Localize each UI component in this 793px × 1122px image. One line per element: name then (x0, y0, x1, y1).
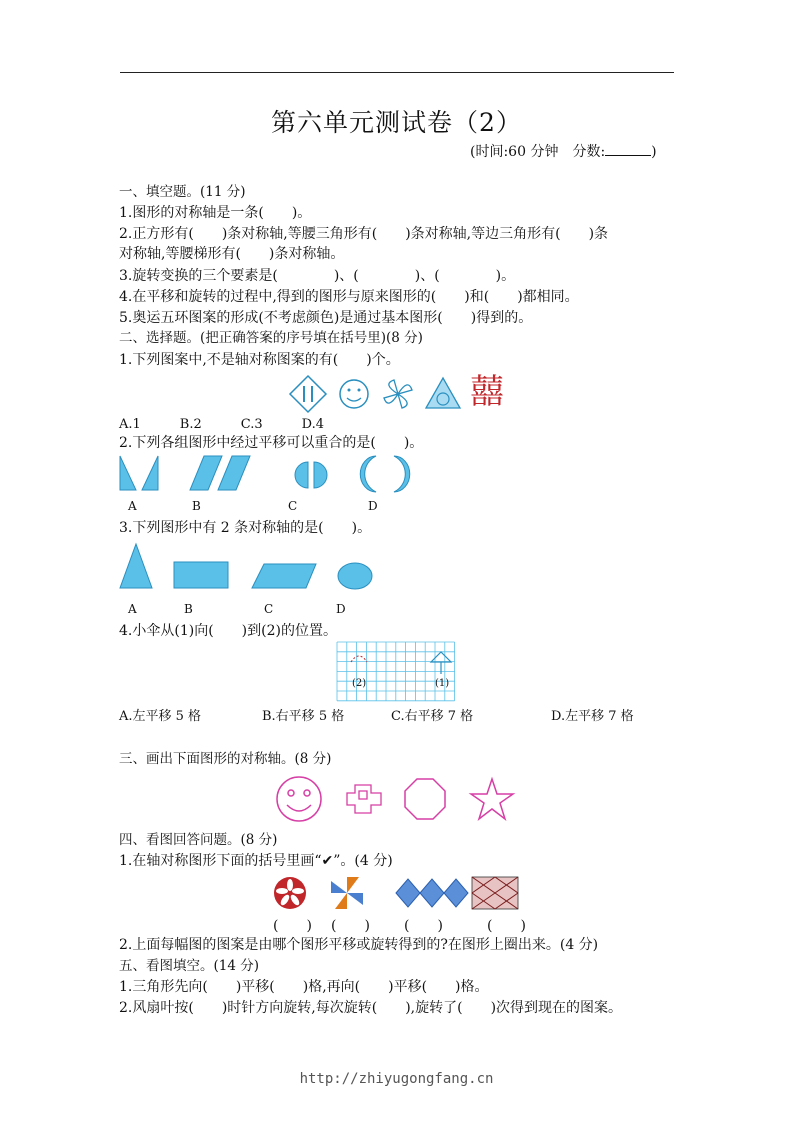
page-title: 第六单元测试卷（2） (271, 108, 522, 137)
s4-figures (272, 875, 532, 911)
double-happiness-figure: 囍 (470, 372, 504, 412)
option-b-rectangle (174, 562, 228, 588)
grid-label-2: (2) (352, 678, 367, 689)
s2-question-3: 3.下列图形中有 2 条对称轴的是( )。 (119, 520, 372, 536)
smiley-figure (340, 380, 368, 408)
s4-question-1: 1.在轴对称图形下面的括号里画“✔”。(4 分) (119, 853, 393, 869)
diamond-arrows-figure (290, 376, 326, 412)
cross-shape-figure (347, 785, 381, 813)
s1-question-2a: 2.正方形有( )条对称轴,等腰三角形有( )条对称轴,等边三角形有( )条 (119, 226, 609, 242)
s2-q4-option-c: C.右平移 7 格 (391, 709, 474, 724)
option-a-triangles (120, 456, 158, 490)
s2-question-2: 2.下列各组图形中经过平移可以重合的是( )。 (119, 435, 424, 451)
tile-pattern-figure (472, 877, 518, 909)
section-3-heading: 三、画出下面图形的对称轴。(8 分) (119, 751, 332, 767)
section-1-heading: 一、填空题。(11 分) (119, 184, 246, 200)
s2-q2-label-b: B (192, 499, 201, 513)
umbrella-2-dashed (351, 656, 367, 662)
smiley-face-figure (277, 777, 321, 821)
score-blank (605, 143, 651, 156)
s2-q3-label-b: B (184, 602, 193, 616)
s5-question-1: 1.三角形先向( )平移( )格,再向( )平移( )格。 (119, 979, 489, 995)
s1-question-3: 3.旋转变换的三个要素是( )、( )、( )。 (119, 268, 516, 284)
s5-question-2: 2.风扇叶按( )时针方向旋转,每次旋转( ),旋转了( )次得到现在的图案。 (119, 1000, 623, 1016)
s2-q2-label-c: C (288, 499, 298, 513)
s2-q2-label-a: A (128, 499, 137, 513)
option-b-parallelograms (190, 456, 250, 490)
s2-question-4: 4.小伞从(1)向( )到(2)的位置。 (119, 623, 337, 639)
octagon-figure (405, 779, 445, 819)
s2-q2-label-d: D (368, 499, 378, 513)
option-a-triangle (120, 544, 152, 588)
s2-q3-figures (118, 542, 378, 590)
s2-question-1: 1.下列图案中,不是轴对称图案的有( )个。 (119, 352, 400, 368)
grid-label-1: (1) (435, 678, 450, 689)
s2-q3-label-d: D (336, 602, 346, 616)
s1-question-4: 4.在平移和旋转的过程中,得到的图形与原来图形的( )和( )都相同。 (119, 289, 579, 305)
s1-question-5: 5.奥运五环图案的形成(不考虑颜色)是通过基本图形( )得到的。 (119, 310, 533, 326)
s2-q4-option-d: D.左平移 7 格 (551, 709, 634, 724)
option-c-semicircles (295, 462, 327, 488)
s4-paren-4: ( ) (487, 918, 526, 934)
s1-question-1: 1.图形的对称轴是一条( )。 (119, 205, 312, 221)
time-score-info (470, 141, 657, 161)
pinwheel-figure (384, 380, 412, 408)
s2-q4-option-a: A.左平移 5 格 (119, 709, 202, 724)
option-d-crescents (360, 456, 410, 492)
top-rule (120, 72, 674, 73)
s4-question-2: 2.上面每幅图的图案是由哪个图形平移或旋转得到的?在图形上圈出来。(4 分) (119, 937, 599, 953)
s2-q2-figures (118, 454, 418, 494)
time-info-text: (时间:60 分钟 分数: (470, 144, 606, 160)
section-4-heading: 四、看图回答问题。(8 分) (119, 832, 278, 848)
pinwheel-colored-figure (331, 877, 363, 909)
s2-q1-options: A.1 B.2 C.3 D.4 (119, 417, 324, 432)
option-c-parallelogram (252, 564, 316, 588)
star-figure (471, 779, 513, 819)
umbrella-1 (431, 652, 451, 674)
footer-url: http://zhiyugongfang.cn (299, 1071, 494, 1087)
s4-paren-2: ( ) (331, 918, 370, 934)
s3-figures (275, 775, 520, 823)
s2-q3-label-a: A (128, 602, 137, 616)
section-5-heading: 五、看图填空。(14 分) (119, 958, 260, 974)
triangle-circle-figure (426, 378, 460, 408)
flower-emblem-figure (274, 877, 306, 909)
s2-q3-label-c: C (264, 602, 274, 616)
time-info-end: ) (651, 144, 657, 160)
option-d-circle (338, 563, 372, 589)
section-2-heading: 二、选择题。(把正确答案的序号填在括号里)(8 分) (119, 330, 423, 346)
s4-paren-3: ( ) (404, 918, 443, 934)
diamonds-row-figure (396, 879, 468, 907)
grid-lines (337, 642, 455, 701)
s2-q4-option-b: B.右平移 5 格 (262, 709, 345, 724)
s1-question-2b: 对称轴,等腰梯形有( )条对称轴。 (119, 246, 345, 262)
umbrella-grid (337, 642, 457, 702)
s4-paren-1: ( ) (273, 918, 312, 934)
